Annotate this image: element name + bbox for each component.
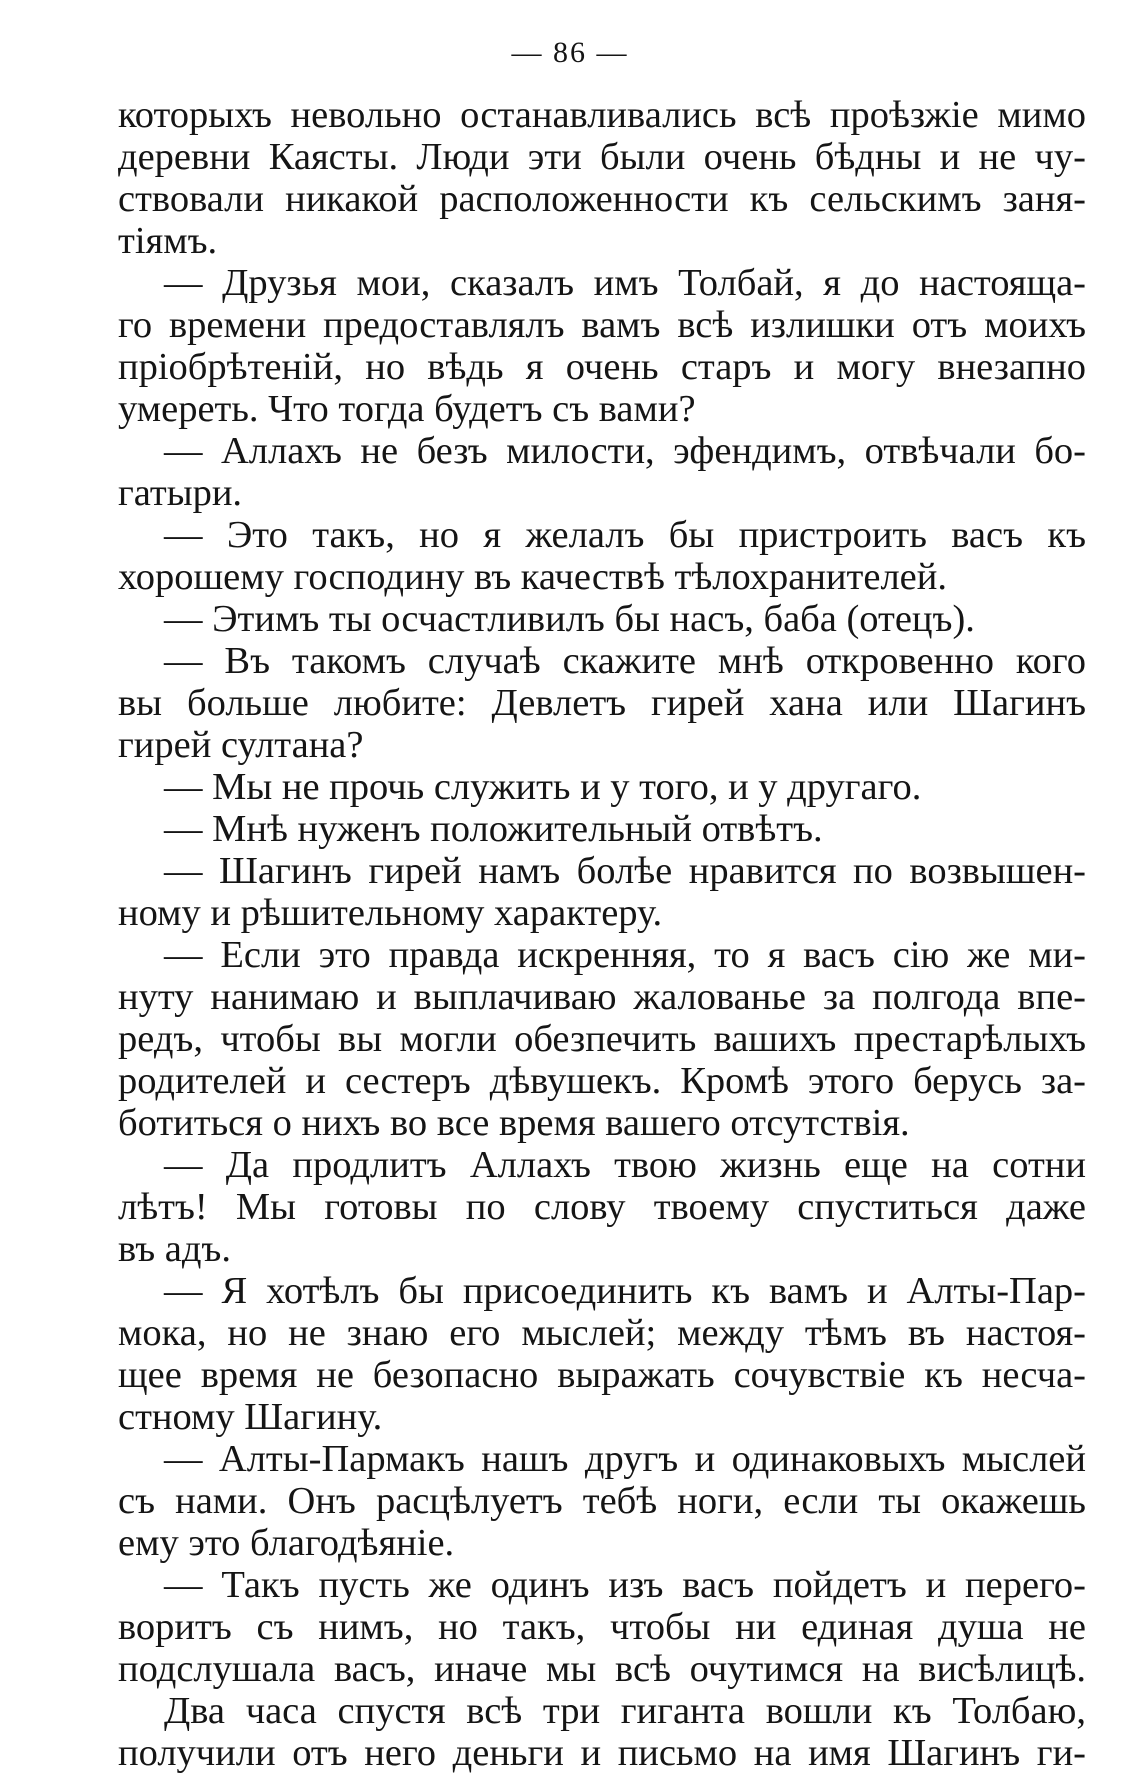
text-line: деревни Каясты. Люди эти были очень бѣдны и не чу- (118, 136, 1086, 178)
text-line: редъ, чтобы вы могли обезпечить вашихъ престарѣлыхъ (118, 1018, 1086, 1060)
text-line: — Аллахъ не безъ милости, эфендимъ, отвѣчали бо- (164, 430, 1086, 472)
text-line: — Такъ пусть же одинъ изъ васъ пойдетъ и перего- (164, 1564, 1086, 1606)
text-line: — Шагинъ гирей намъ болѣе нравится по возвышен- (164, 850, 1086, 892)
text-line: вы больше любите: Девлетъ гирей хана или Шагинъ (118, 682, 1086, 724)
text-line: лѣтъ! Мы готовы по слову твоему спуститься даже (118, 1186, 1086, 1228)
text-line: — Я хотѣлъ бы присоединить къ вамъ и Алты-Пар- (164, 1270, 1086, 1312)
text-line: го времени предоставлялъ вамъ всѣ излишки отъ моихъ (118, 304, 1086, 346)
text-line: — Если это правда искренняя, то я васъ сію же ми- (164, 934, 1086, 976)
text-line: хорошему господину въ качествѣ тѣлохранителей. (118, 556, 947, 598)
text-line: пріобрѣтеній, но вѣдь я очень старъ и могу внезапно (118, 346, 1086, 388)
text-line: подслушала васъ, иначе мы всѣ очутимся на висѣлицѣ. (118, 1648, 1086, 1690)
text-line: — Мнѣ нуженъ положительный отвѣтъ. (164, 808, 823, 850)
text-line: съ нами. Онъ расцѣлуетъ тебѣ ноги, если ты окажешь (118, 1480, 1086, 1522)
text-line: ному и рѣшительному характеру. (118, 892, 663, 934)
text-line: — Алты-Пармакъ нашъ другъ и одинаковыхъ мыслей (164, 1438, 1086, 1480)
body-text (118, 94, 1086, 1774)
text-line: — Въ такомъ случаѣ скажите мнѣ откровенно кого (164, 640, 1086, 682)
text-line: нуту нанимаю и выплачиваю жалованье за полгода впе- (118, 976, 1086, 1018)
text-line: — Мы не прочь служить и у того, и у другаго. (164, 766, 922, 808)
text-line: умереть. Что тогда будетъ съ вами? (118, 388, 696, 430)
text-line: — Это такъ, но я желалъ бы пристроить васъ къ (164, 514, 1086, 556)
text-line: мока, но не знаю его мыслей; между тѣмъ въ настоя- (118, 1312, 1086, 1354)
text-line: ствовали никакой расположенности къ сельскимъ заня- (118, 178, 1086, 220)
text-line: — Да продлитъ Аллахъ твою жизнь еще на сотни (164, 1144, 1086, 1186)
text-line: ему это благодѣяніе. (118, 1522, 455, 1564)
text-line: которыхъ невольно останавливались всѣ проѣзжіе мимо (118, 94, 1086, 136)
text-line: — Друзья мои, сказалъ имъ Толбай, я до настояща- (164, 262, 1086, 304)
text-line: въ адъ. (118, 1228, 231, 1270)
text-line: щее время не безопасно выражать сочувствіе къ несча- (118, 1354, 1086, 1396)
text-line: гирей султана? (118, 724, 364, 766)
text-line: воритъ съ нимъ, но такъ, чтобы ни единая душа не (118, 1606, 1086, 1648)
text-line: стному Шагину. (118, 1396, 383, 1438)
text-line: гатыри. (118, 472, 243, 514)
text-line: — Этимъ ты осчастливилъ бы насъ, баба (отецъ). (164, 598, 975, 640)
text-line: ботиться о нихъ во все время вашего отсутствія. (118, 1102, 910, 1144)
page-number: — 86 — (511, 36, 629, 69)
text-line: получили отъ него деньги и письмо на имя Шагинъ ги- (118, 1732, 1086, 1774)
text-line: родителей и сестеръ дѣвушекъ. Кромѣ этого берусь за- (118, 1060, 1086, 1102)
text-line: Два часа спустя всѣ три гиганта вошли къ Толбаю, (164, 1690, 1086, 1732)
text-line: тіямъ. (118, 220, 218, 262)
